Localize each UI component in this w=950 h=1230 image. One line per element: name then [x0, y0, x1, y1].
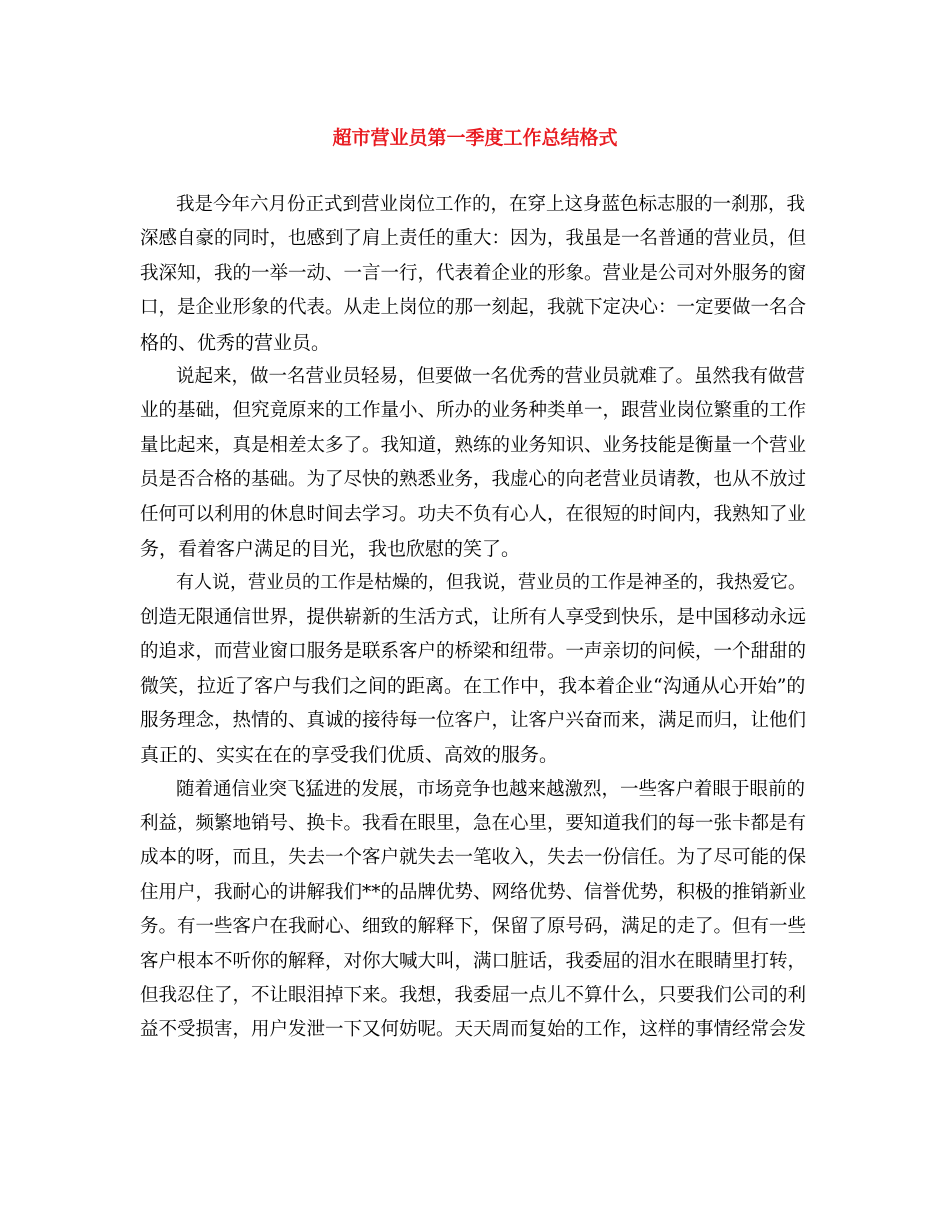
text-line: 业的基础，但究竟原来的工作量小、所办的业务种类单一，跟营业岗位繁重的工作: [140, 400, 807, 422]
text-line: 格的、优秀的营业员。: [140, 331, 331, 354]
text-line: 说起来，做一名营业员轻易，但要做一名优秀的营业员就难了。虽然我有做营: [176, 365, 806, 387]
text-line: 住用户，我耐心的讲解我们**的品牌优势、网络优势、信誉优势，积极的推销新业: [140, 881, 807, 903]
text-line: 利益，频繁地销号、换卡。我看在眼里，急在心里，要知道我们的每一张卡都是有: [140, 813, 807, 835]
text-line: 微笑，拉近了客户与我们之间的距离。在工作中，我本着企业“沟通从心开始”的: [140, 675, 806, 698]
text-line: 但我忍住了，不让眼泪掉下来。我想，我委屈一点儿不算什么，只要我们公司的利: [140, 984, 807, 1006]
text-line: 的追求，而营业窗口服务是联系客户的桥梁和纽带。一声亲切的问候，一个甜甜的: [140, 641, 807, 663]
text-line: 员是否合格的基础。为了尽快的熟悉业务，我虚心的向老营业员请教，也从不放过: [140, 469, 807, 491]
text-line: 深感自豪的同时，也感到了肩上责任的重大：因为，我虽是一名普通的营业员，但: [140, 228, 807, 250]
text-line: 务。有一些客户在我耐心、细致的解释下，保留了原号码，满足的走了。但有一些: [140, 916, 807, 938]
text-line: 客户根本不听你的解释，对你大喊大叫，满口脏话，我委屈的泪水在眼睛里打转，: [140, 950, 807, 972]
document-title: 超市营业员第一季度工作总结格式: [332, 127, 618, 149]
text-line: 务，看着客户满足的目光，我也欣慰的笑了。: [140, 537, 521, 560]
text-line: 服务理念，热情的、真诚的接待每一位客户，让客户兴奋而来，满足而归，让他们: [140, 709, 807, 731]
text-line: 随着通信业突飞猛进的发展，市场竞争也越来越激烈，一些客户着眼于眼前的: [176, 778, 806, 800]
document-body: [140, 188, 820, 1048]
text-line: 我是今年六月份正式到营业岗位工作的，在穿上这身蓝色标志服的一刹那，我: [176, 194, 806, 215]
text-line: 量比起来，真是相差太多了。我知道，熟练的业务知识、业务技能是衡量一个营业: [140, 434, 807, 456]
text-line: 成本的呀，而且，失去一个客户就失去一笔收入，失去一份信任。为了尽可能的保: [140, 847, 807, 869]
text-line: 真正的、实实在在的享受我们优质、高效的服务。: [140, 744, 559, 767]
text-line: 我深知，我的一举一动、一言一行，代表着企业的形象。营业是公司对外服务的窗: [140, 262, 807, 284]
text-line: 任何可以利用的休息时间去学习。功夫不负有心人，在很短的时间内，我熟知了业: [140, 503, 807, 525]
text-line: 口，是企业形象的代表。从走上岗位的那一刻起，我就下定决心：一定要做一名合: [140, 297, 807, 319]
text-line: 有人说，营业员的工作是枯燥的，但我说，营业员的工作是神圣的，我热爱它。: [176, 572, 806, 594]
text-line: 益不受损害，用户发泄一下又何妨呢。天天周而复始的工作，这样的事情经常会发: [140, 1019, 807, 1041]
text-line: 创造无限通信世界，提供崭新的生活方式，让所有人享受到快乐，是中国移动永远: [140, 606, 807, 628]
